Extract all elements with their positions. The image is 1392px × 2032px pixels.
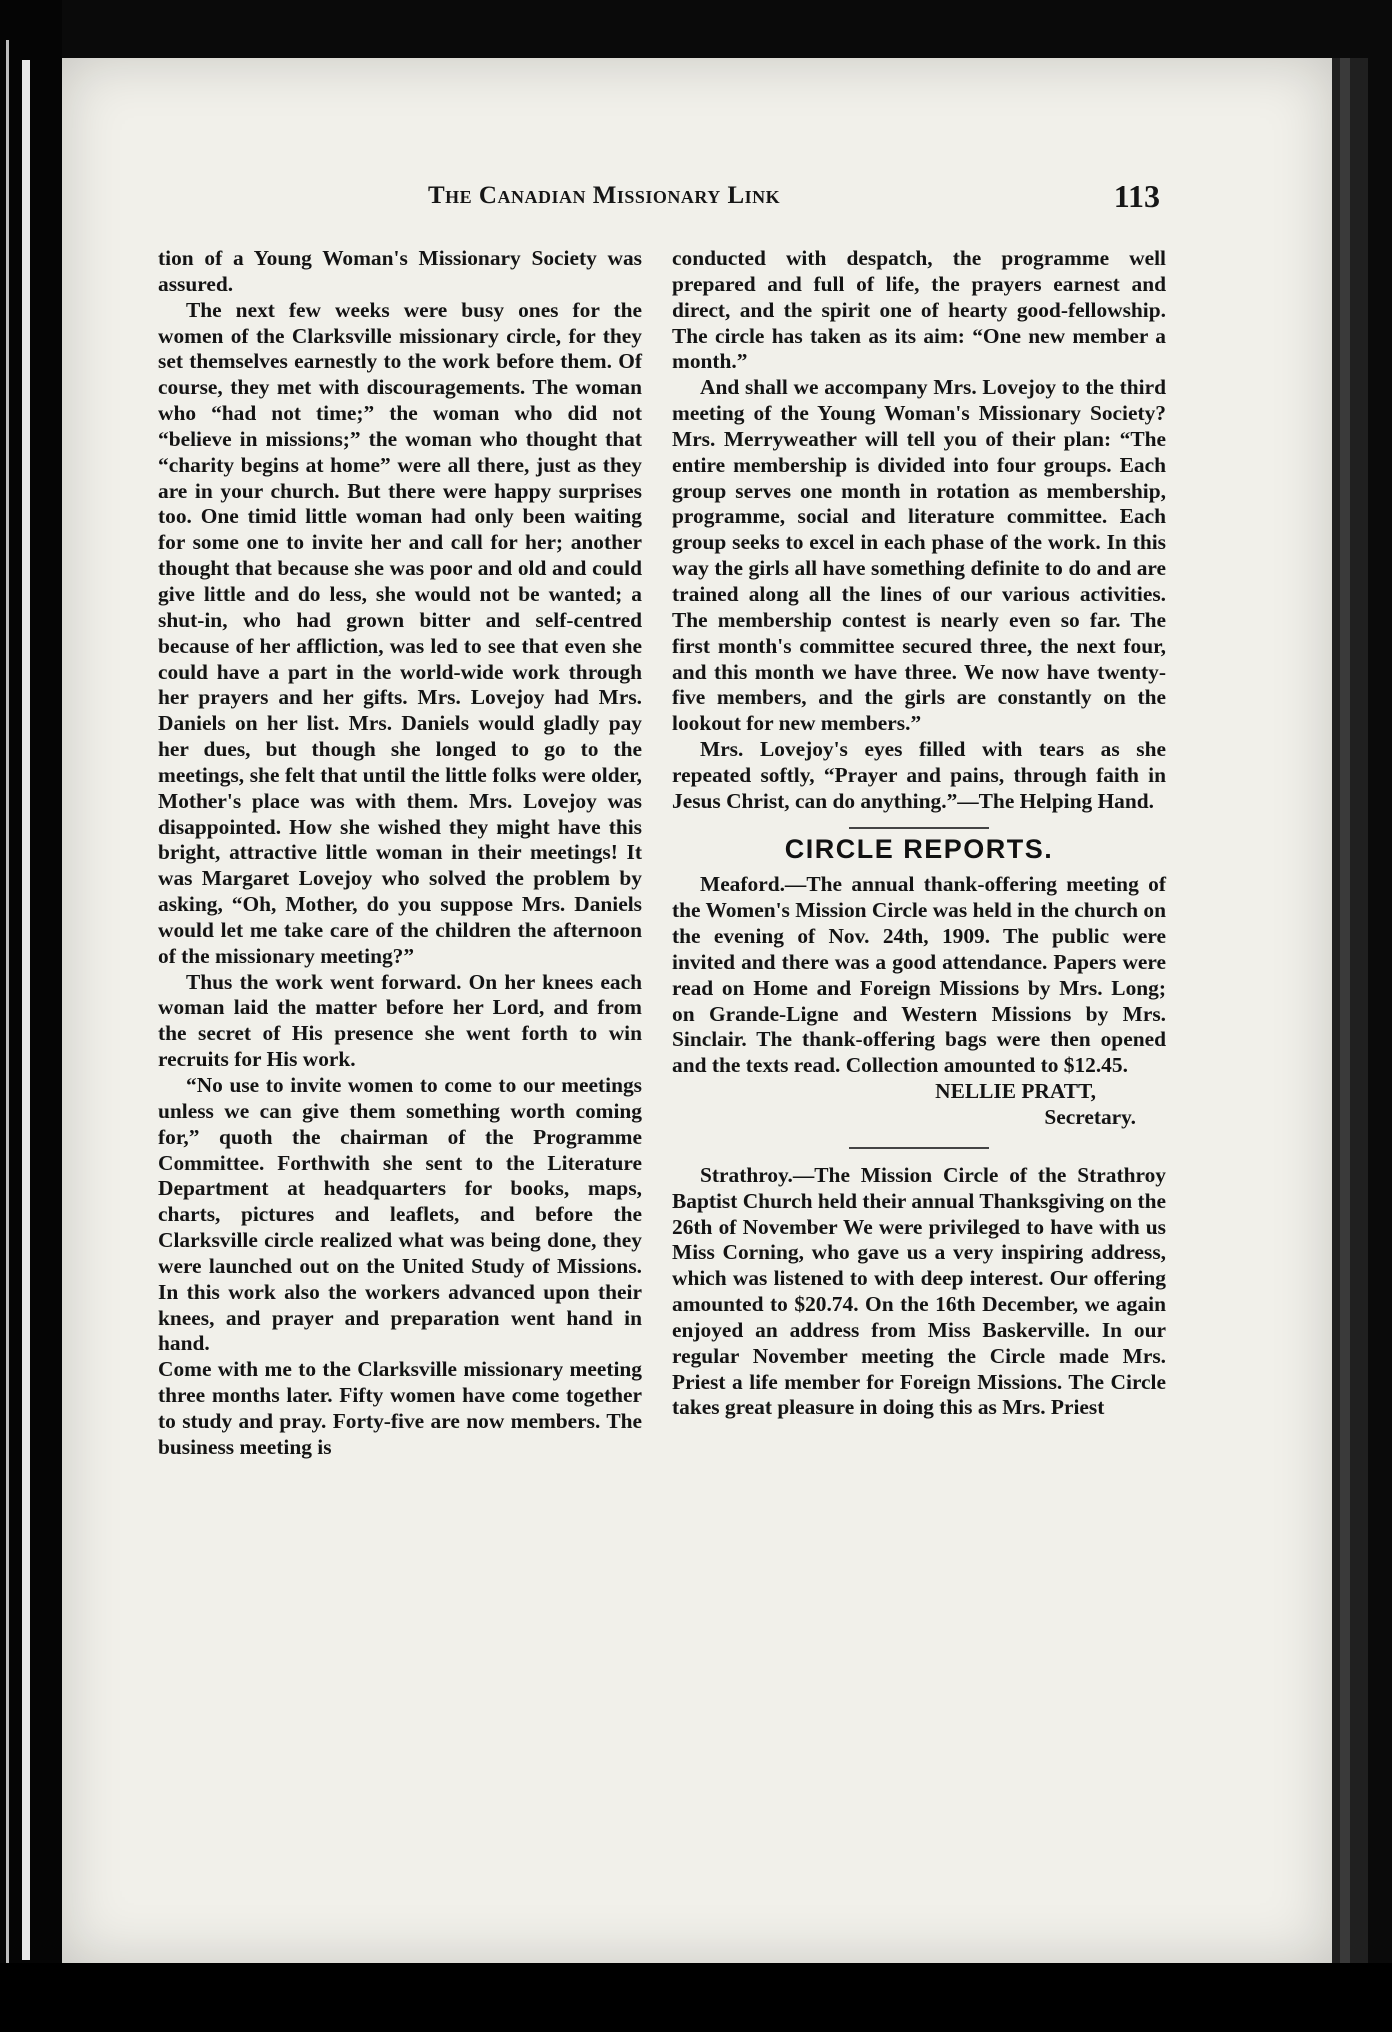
signature-name: NELLIE PRATT, xyxy=(935,1079,1096,1104)
paragraph: tion of a Young Woman's Missionary Society was assured. xyxy=(158,246,642,296)
paragraph: The next few weeks were busy ones for the women of the Clarksville missionary circle, for they set themselves earnestly to the work before them. Of course, they met with discouragements. The woman who “had not time;” the woman who did not “believe in missions;” the woman who thought that “charity begins at home” were all there, just as they are in your church. But there were happy surprises too. One timid little woman had only been waiting for some one to invite her and call for her; another thought that because she was poor and old and could give little and do less, she would not be wanted; a shut-in, who had grown bitter and self-centred because of her affliction, was led to see that even she could have a part in the world-wide work through her prayers and her gifts. Mrs. Lovejoy had Mrs. Daniels on her list. Mrs. Daniels would gladly pay her dues, but though she longed to go to the meetings, she felt that until the little folks were older, Mother's place was with them. Mrs. Lovejoy was disappointed. How she wished they might have this bright, attractive little woman in their meetings! It was Margaret Lovejoy who solved the problem by asking, “Oh, Mother, do you suppose Mrs. Daniels would let me take care of the children the afternoon of the missionary meeting?” xyxy=(158,297,642,968)
paragraph: Mrs. Lovejoy's eyes filled with tears as she repeated softly, “Prayer and pains, through faith in Jesus Christ, can do anything.”—The Helping Hand. xyxy=(672,737,1166,813)
page-number: 113 xyxy=(1113,178,1160,214)
report-divider xyxy=(849,1147,989,1149)
signature-block xyxy=(672,1079,1166,1131)
signature-role: Secretary. xyxy=(1044,1105,1136,1129)
running-title: The Canadian Missionary Link xyxy=(428,182,781,209)
paragraph: “No use to invite women to come to our meetings unless we can give them something worth coming for,” quoth the chairman of the Programme Committee. Forthwith she sent to the Literature Department at headquarters for books, maps, charts, pictures and leaflets, and before the Clarksville circle realized what was being done, they were launched out on the United Study of Missions. In this work also the workers advanced upon their knees, and prayer and preparation went hand in hand. xyxy=(158,1073,642,1356)
paragraph: Come with me to the Clarksville missionary meeting three months later. Fifty women have come together to study and pray. Forty-five are now members. The business meeting is xyxy=(158,1357,642,1459)
binding-edge-highlight xyxy=(22,60,30,1960)
page-header xyxy=(150,178,1160,218)
section-heading: CIRCLE REPORTS. xyxy=(784,833,1054,864)
binding-edge xyxy=(0,0,62,2032)
paragraph: Thus the work went forward. On her knees each woman laid the matter before her Lord, and from the secret of His presence she went forth to win recruits for His work. xyxy=(158,969,642,1072)
section-divider xyxy=(849,827,989,829)
paragraph: conducted with despatch, the programme well prepared and full of life, the prayers earnest and direct, and the spirit one of hearty good-fellowship. The circle has taken as its aim: “One new member a month.” xyxy=(672,246,1166,374)
scan-bottom-edge xyxy=(0,1963,1392,2032)
right-column xyxy=(672,246,1166,1421)
report-meaford: Meaford.—The annual thank-offering meeting of the Women's Mission Circle was held in the church on the evening of Nov. 24th, 1909. The public were invited and there was a good attendance. Papers were read on Home and Foreign Missions by Mrs. Long; on Grande-Ligne and Western Missions by Mrs. Sinclair. The thank-offering bags were then opened and the texts read. Collection amounted to $12.45. xyxy=(672,872,1166,1078)
report-strathroy: Strathroy.—The Mission Circle of the Strathroy Baptist Church held their annual Thanksgiving on the 26th of November We were privileged to have with us Miss Corning, who gave us a very inspiring address, which was listened to with deep interest. Our offering amounted to $20.74. On the 16th December, we again enjoyed an address from Miss Baskerville. In our regular November meeting the Circle made Mrs. Priest a life member for Foreign Missions. The Circle takes great pleasure in doing this as Mrs. Priest xyxy=(672,1162,1166,1420)
left-column xyxy=(158,246,642,1461)
paragraph: And shall we accompany Mrs. Lovejoy to the third meeting of the Young Woman's Missionary Society? Mrs. Merryweather will tell you of their plan: “The entire membership is divided into four groups. Each group serves one month in rotation as membership, programme, social and literature committee. Each group seeks to excel in each phase of the work. In this way the girls all have something definite to do and are trained along all the lines of our various activities. The membership contest is nearly even so far. The first month's committee secured three, the next four, and this month we have three. We now have twenty-five members, and the girls are constantly on the lookout for new members.” xyxy=(672,375,1166,736)
page-right-edge xyxy=(1332,58,1368,1963)
page-right-edge-bar xyxy=(1340,58,1350,1963)
binding-edge-line xyxy=(6,40,9,1990)
